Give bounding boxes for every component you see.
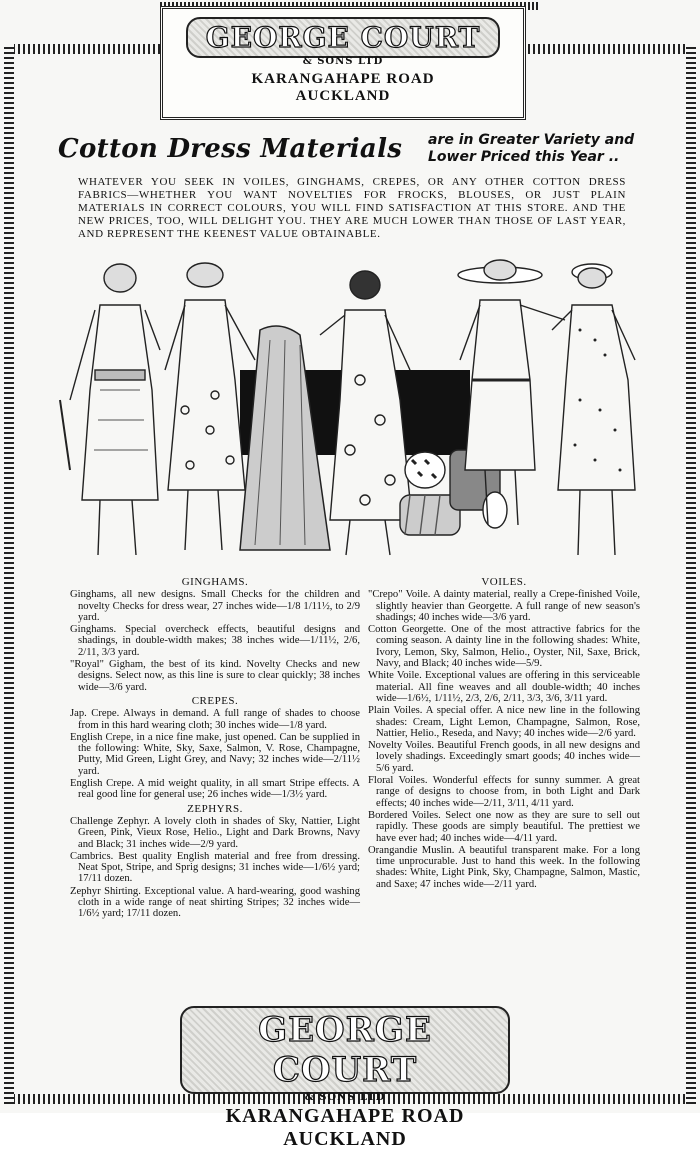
intro-text: WHATEVER YOU SEEK IN VOILES, GINGHAMS, CREPES, OR ANY OTHER COTTON DRESS FABRICS—WHETHER YOU WANT NOVELTIES FOR FROCKS, BLOUSES, OR JUST PLAIN MATERIALS IN CORRECT COLOURS, YOU WILL FIND SATISFACTION AT THIS STORE. AND THE NEW PRICES, TOO, WILL DELIGHT YOU. THEY ARE MUCH LOWER THAN THOSE OF LAST YEAR, AND REPRESENT THE KEENEST VALUE OBTAINABLE. — [78, 176, 626, 240]
list-item: "Royal" Gigham, the best of its kind. Novelty Checks and new designs. Select now, as this line is sure to clear quickly; 38 inches wide—3/6 yard. — [70, 659, 360, 693]
store-road: KARANGAHAPE ROAD — [251, 71, 435, 87]
crepes-heading: CREPES. — [191, 694, 239, 707]
list-item: Orangandie Muslin. A beautiful transparent make. For a long time unprocurable. Just to hand this week. In the following shades: White, Light Pink, Sky, Champagne, Salmon, Mastic, and Saxe; 47 inches wide—2/11 yard. — [368, 844, 640, 890]
list-item: English Crepe. A mid weight quality, in all smart Stripe effects. A real good line for general use; 26 inches wide—1/3½ yard. — [70, 778, 360, 801]
list-item: Ginghams. Special overcheck effects, beautiful designs and shadings, in double-width makes; 38 inches wide—1/11½, 2/6, 2/11, 3/3 yard. — [70, 624, 360, 658]
figure-one — [60, 264, 160, 555]
list-item: Zephyr Shirting. Exceptional value. A hard-wearing, good washing cloth in a wide range of neat shirting Stripes; 32 inches wide—1/6½ yard; 17/11 dozen. — [70, 885, 360, 920]
border-left — [4, 44, 14, 1104]
list-item: English Crepe, in a nice fine make, just opened. Can be supplied in the following: White, Sky, Saxe, Salmon, V. Rose, Champagne, Putty, Mid Green, Light Grey, and Navy; 32 inches wide—2/11½ yard. — [70, 731, 360, 777]
left-column — [70, 574, 360, 921]
list-item: Jap. Crepe. Always in demand. A full range of shades to choose from in this hard wearing cloth; 30 inches wide—1/8 yard. — [70, 708, 360, 731]
list-item: "Crepo" Voile. A dainty material, really a Crepe-finished Voile, slightly heavier than Georgette. A full range of new season's shadings; 40 inches wide—3/6 yard. — [368, 589, 640, 623]
store-city: AUCKLAND — [283, 1128, 407, 1150]
zephyrs-heading: ZEPHYRS. — [187, 802, 243, 815]
store-name: GEORGE COURT — [180, 1006, 510, 1094]
list-item: White Voile. Exceptional values are offering in this serviceable material. All fine weaves and all double-width; 40 inches wide—1/6½, 1/11½, 2/3, 2/6, 2/11, 3/3, 3/6, 3/11 yard. — [368, 670, 640, 704]
headline-title: Cotton Dress Materials — [58, 134, 403, 164]
list-item: Ginghams, all new designs. Small Checks for the children and novelty Checks for dress wear, 27 inches wide—1/8 1/11½, to 2/9 yard. — [70, 589, 360, 623]
store-city: AUCKLAND — [295, 88, 391, 104]
list-item: Challenge Zephyr. A lovely cloth in shades of Sky, Nattier, Light Green, Pink, Vieux Rose, Helio., Light and Dark Browns, Navy and Black; 31 inches wide—2/9 yard. — [70, 815, 360, 850]
list-item: Novelty Voiles. Beautiful French goods, in all new designs and lovely shadings. Exceedingly smart goods; 40 inches wide—5/6 yard. — [368, 740, 640, 774]
store-road: KARANGAHAPE ROAD — [225, 1105, 465, 1127]
store-logo-top — [160, 6, 526, 120]
list-item: Plain Voiles. A special offer. A nice new line in the following shades: Cream, Light Lemon, Champagne, Salmon, Rose, Nattier, Helio., Reseda, and Navy; 40 inches wide—2/6 yard. — [368, 705, 640, 739]
list-item: Cambrics. Best quality English material and free from dressing. Neat Spot, Stripe, and Sprig designs; 31 inches wide—1/6½ yard; 17/11 dozen. — [70, 850, 360, 885]
store-sub: & SONS LTD — [304, 1092, 386, 1103]
voiles-heading: VOILES. — [481, 576, 527, 588]
right-column — [368, 574, 640, 891]
figure-five — [552, 264, 635, 555]
list-item: Bordered Voiles. Select one now as they are sure to sell out rapidly. These goods are simply beautiful. The prettiest we have ever had; 40 inches wide—4/11 yard. — [368, 809, 640, 844]
store-sub: & SONS LTD — [302, 56, 384, 67]
list-item: Floral Voiles. Wonderful effects for sunny summer. A great range of designs to choose from, in both Light and Dark effects; 40 inches wide—2/11, 3/11, 4/11 yard. — [368, 775, 640, 809]
ginghams-heading: GINGHAMS. — [181, 576, 249, 588]
headline-subtitle: are in Greater Variety and Lower Priced this Year .. — [428, 132, 635, 165]
store-logo-bottom — [180, 1000, 510, 1150]
list-item: Cotton Georgette. One of the most attractive fabrics for the coming season. A dainty line in the following shades: White, Ivory, Lemon, Sky, Salmon, Helio., Oyster, Nil, Saxe, Brick, Navy, and Black; 40 inches wide—5/9. — [368, 624, 640, 670]
fashion-illustration — [40, 260, 660, 570]
border-right — [686, 44, 696, 1104]
store-name: GEORGE COURT — [186, 17, 501, 58]
